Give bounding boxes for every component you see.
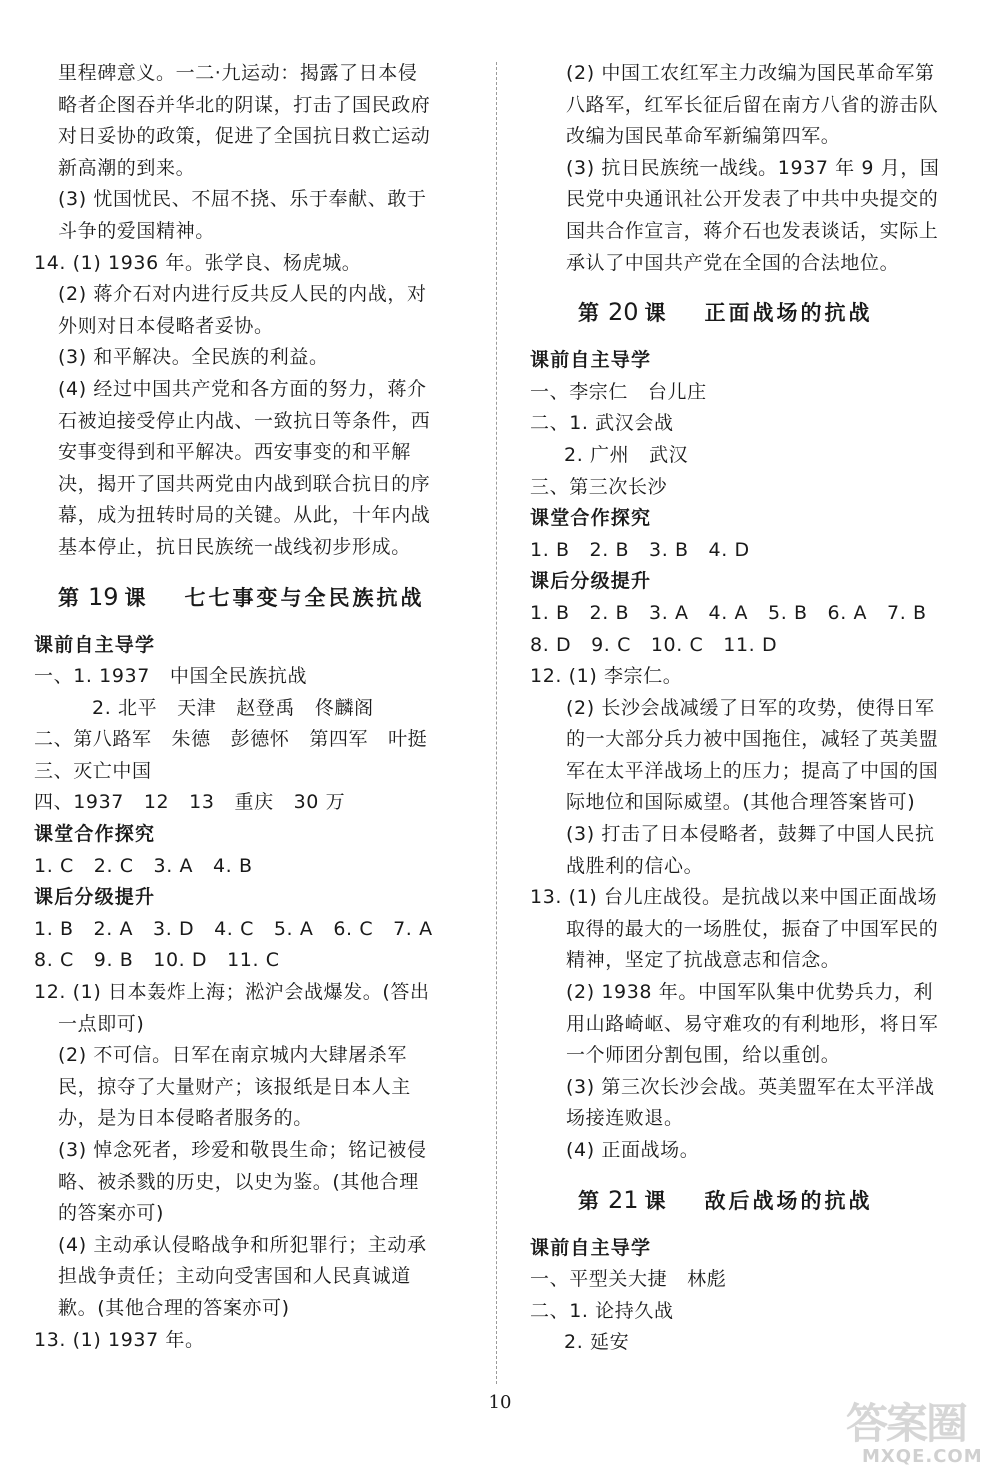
lesson-number: 21 — [608, 1185, 639, 1214]
text-line: (3) 悼念死者，珍爱和敬畏生命；铭记被侵 — [58, 1139, 427, 1161]
text-line: 的答案亦可) — [58, 1202, 165, 1225]
answer-line: 1. B 2. A 3. D 4. C 5. A 6. C 7. A — [34, 917, 433, 940]
text-line: 担战争责任；主动向受害国和人民真诚道 — [58, 1265, 411, 1288]
text-line: 二、1. 武汉会战 — [530, 412, 674, 435]
question-line: 14. (1) 1936 年。张学良、杨虎城。 — [34, 251, 362, 274]
text-line: 三、灭亡中国 — [34, 759, 152, 782]
text-line: 民，掠夺了大量财产；该报纸是日本人主 — [58, 1075, 411, 1098]
text-line: 取得的最大的一场胜仗，振奋了中国军民的 — [566, 917, 939, 940]
section-heading-pre-class: 课前自主导学 — [530, 1236, 652, 1259]
text-line: 民党中央通讯社公开发表了中共中央提交的 — [566, 188, 939, 211]
lesson-prefix: 第 — [578, 300, 602, 326]
text-line: 决，揭开了国共两党由内战到联合抗日的序 — [58, 472, 431, 495]
text-line: 八路军，红军长征后留在南方八省的游击队 — [566, 93, 939, 116]
section-heading-in-class: 课堂合作探究 — [530, 507, 652, 530]
watermark-logo — [846, 1399, 996, 1470]
question-13: 13. (1) 1937 年。 — [34, 1328, 205, 1351]
text-line: 斗争的爱国精神。 — [58, 219, 215, 242]
text-line: 幕，成为扭转时局的关键。从此，十年内战 — [58, 504, 431, 527]
answer-line: 8. C 9. B 10. D 11. C — [34, 949, 280, 972]
text-line: 际地位和国际威望。(其他合理答案皆可) — [566, 791, 916, 814]
text-line: 一、1. 1937 中国全民族抗战 — [34, 665, 308, 688]
lesson-title: 敌后战场的抗战 — [704, 1187, 873, 1213]
text-line: (3) 抗日民族统一战线。1937 年 9 月，国 — [566, 156, 940, 179]
lesson-suffix: 课 — [124, 584, 149, 610]
text-line: 一点即可) — [58, 1012, 145, 1035]
text-line: (3) 打击了日本侵略者，鼓舞了中国人民抗 — [566, 823, 935, 846]
text-line: 里程碑意义。一二·九运动：揭露了日本侵 — [58, 62, 418, 84]
text-line: 精神，坚定了抗战意志和信念。 — [566, 949, 841, 972]
text-line: 二、1. 论持久战 — [530, 1299, 674, 1322]
watermark-logo-text: 答案圈 — [846, 1399, 967, 1448]
question-13 — [530, 882, 942, 1166]
text-line: 的一大部分兵力被中国拖住，减轻了英美盟 — [566, 728, 939, 751]
right-column — [530, 58, 942, 1359]
question-12 — [530, 661, 942, 882]
text-line: 外则对日本侵略者妥协。 — [58, 314, 274, 337]
text-line: 略者企图吞并华北的阴谋，打击了国民政府 — [58, 93, 431, 116]
text-line: 战胜利的信心。 — [566, 854, 704, 877]
text-line: (2) 1938 年。中国军队集中优势兵力，利 — [566, 981, 934, 1004]
section-heading-pre-class: 课前自主导学 — [530, 349, 652, 372]
right-intro — [530, 58, 942, 279]
section-heading-after-class: 课后分级提升 — [34, 886, 156, 909]
text-line: 四、1937 12 13 重庆 30 万 — [34, 791, 346, 814]
left-intro — [58, 58, 462, 248]
answer-line: 8. D 9. C 10. C 11. D — [530, 633, 778, 656]
lesson-number: 19 — [88, 582, 119, 611]
text-line: 一个师团分割包围，给以重创。 — [566, 1044, 841, 1067]
text-line: (2) 中国工农红军主力改编为国民革命军第 — [566, 62, 935, 84]
text-line: 用山路崎岖、易守难攻的有利地形，将日军 — [566, 1012, 939, 1035]
text-line: 军在太平洋战场上的压力；提高了中国的国 — [566, 759, 939, 782]
text-line: 承认了中国共产党在全国的合法地位。 — [566, 251, 900, 274]
text-line: (2) 不可信。日军在南京城内大肆屠杀军 — [58, 1044, 407, 1067]
text-line: (3) 和平解决。全民族的利益。 — [58, 346, 329, 369]
text-line: 对日妥协的政策，促进了全国抗日救亡运动 — [58, 125, 431, 148]
lesson-title: 正面战场的抗战 — [704, 300, 873, 326]
text-line: 2. 延安 — [564, 1331, 630, 1354]
text-line: (3) 第三次长沙会战。英美盟军在太平洋战 — [566, 1075, 935, 1098]
text-line: 略、被杀戮的历史，以史为鉴。(其他合理 — [58, 1170, 419, 1193]
column-divider — [496, 62, 497, 1384]
lesson-number: 20 — [608, 298, 639, 327]
lesson-20-heading — [530, 279, 942, 345]
lesson-title: 七七事变与全民族抗战 — [184, 584, 425, 610]
text-line: (4) 主动承认侵略战争和所犯罪行；主动承 — [58, 1233, 427, 1256]
text-line: 石被迫接受停止内战、一致抗日等条件，西 — [58, 409, 431, 432]
text-line: 国共合作宣言，蒋介石也发表谈话，实际上 — [566, 219, 939, 242]
page-number: 10 — [488, 1392, 512, 1413]
left-column — [34, 58, 462, 1356]
text-line: (2) 蒋介石对内进行反共反人民的内战，对 — [58, 283, 427, 306]
section-heading-pre-class: 课前自主导学 — [34, 633, 156, 656]
question-line: 12. (1) 日本轰炸上海；淞沪会战爆发。(答出 — [34, 981, 430, 1004]
question-line: 12. (1) 李宗仁。 — [530, 665, 683, 688]
text-line: (4) 正面战场。 — [566, 1139, 700, 1161]
question-14 — [34, 248, 462, 564]
text-line: 新高潮的到来。 — [58, 156, 196, 179]
text-line: 2. 北平 天津 赵登禹 佟麟阁 — [92, 696, 374, 719]
lesson-21-heading — [530, 1167, 942, 1233]
text-line: 安事变得到和平解决。西安事变的和平解 — [58, 441, 411, 464]
text-line: 一、李宗仁 台儿庄 — [530, 380, 707, 403]
text-line: 办，是为日本侵略者服务的。 — [58, 1107, 313, 1130]
text-line: (4) 经过中国共产党和各方面的努力，蒋介 — [58, 377, 427, 400]
text-line: 基本停止，抗日民族统一战线初步形成。 — [58, 535, 411, 558]
watermark-url: MXQE.COM — [862, 1446, 983, 1467]
answer-line: 1. B 2. B 3. B 4. D — [530, 538, 750, 561]
lesson-suffix: 课 — [644, 300, 669, 326]
lesson-prefix: 第 — [578, 1187, 602, 1213]
lesson-prefix: 第 — [58, 584, 82, 610]
answer-line: 1. B 2. B 3. A 4. A 5. B 6. A 7. B — [530, 601, 927, 624]
text-line: (2) 长沙会战减缓了日军的攻势，使得日军 — [566, 696, 935, 719]
section-heading-after-class: 课后分级提升 — [530, 570, 652, 593]
lesson-suffix: 课 — [644, 1187, 669, 1213]
text-line: 改编为国民革命军新编第四军。 — [566, 125, 841, 148]
question-12 — [34, 977, 462, 1325]
text-line: (3) 忧国忧民、不屈不挠、乐于奉献、敢于 — [58, 188, 427, 211]
text-line: 场接连败退。 — [566, 1107, 684, 1130]
lesson-19-heading — [58, 564, 462, 630]
question-line: 13. (1) 台儿庄战役。是抗战以来中国正面战场 — [530, 886, 938, 909]
text-line: 三、第三次长沙 — [530, 475, 668, 498]
text-line: 一、平型关大捷 林彪 — [530, 1268, 727, 1291]
section-heading-in-class: 课堂合作探究 — [34, 823, 156, 846]
text-line: 2. 广州 武汉 — [564, 443, 689, 466]
text-line: 二、第八路军 朱德 彭德怀 第四军 叶挺 — [34, 728, 428, 751]
text-line: 歉。(其他合理的答案亦可) — [58, 1296, 290, 1319]
answer-line: 1. C 2. C 3. A 4. B — [34, 854, 253, 877]
